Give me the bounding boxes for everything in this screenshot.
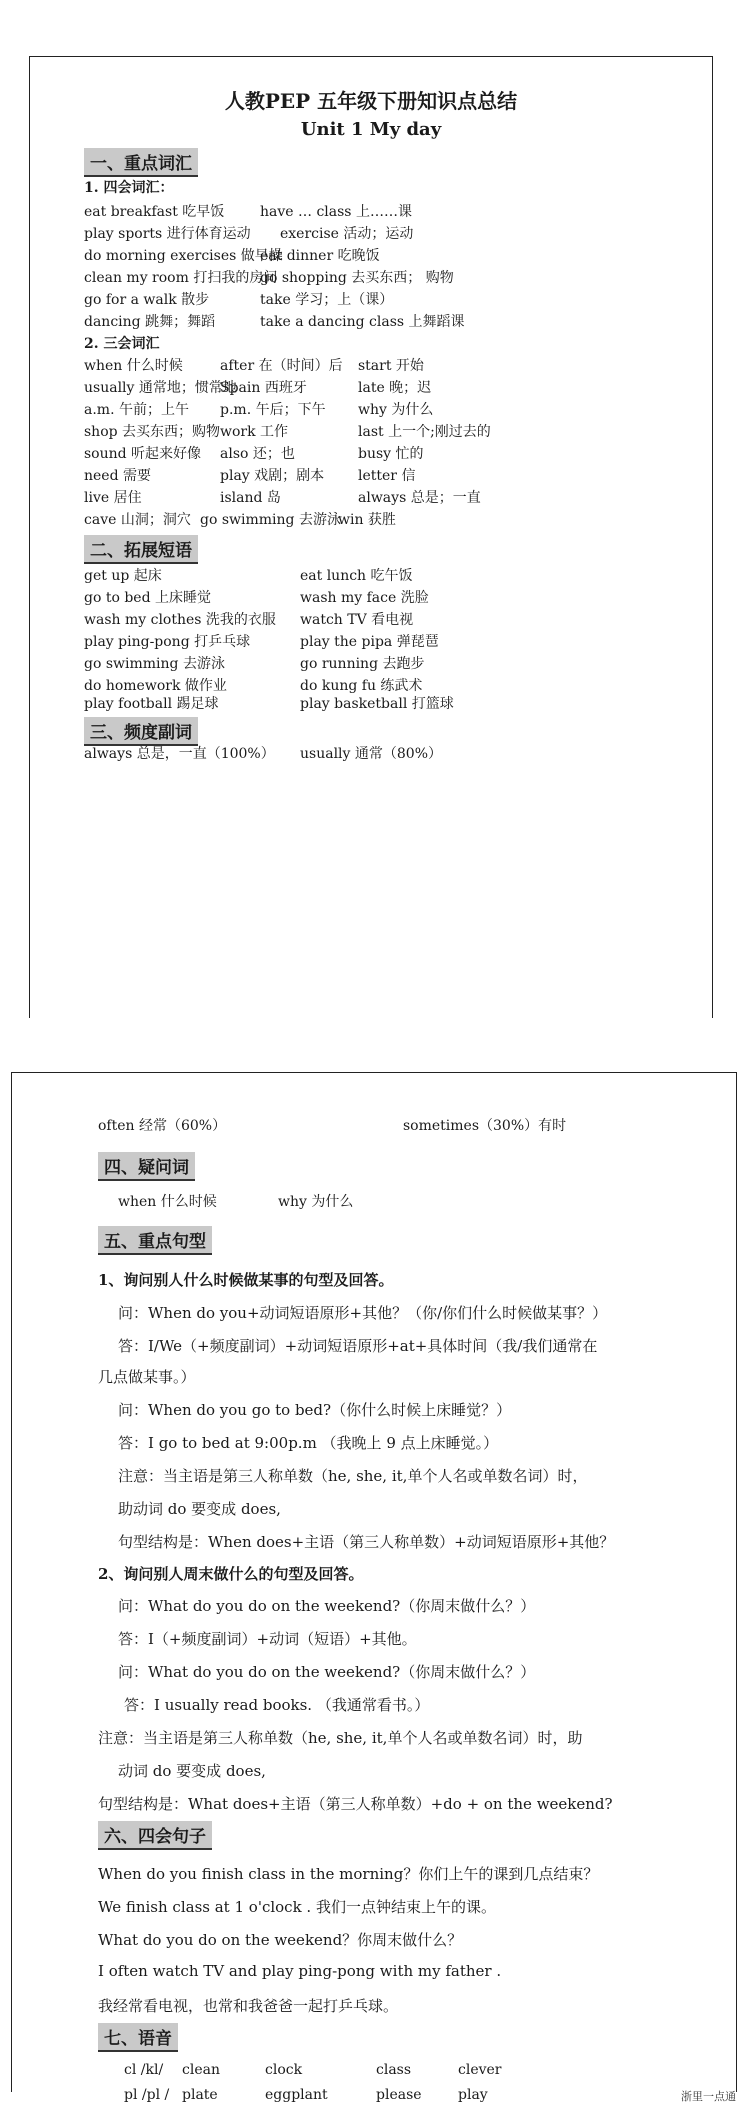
list-item: sound 听起来好像 [84, 446, 202, 462]
list-item: do homework 做作业 [84, 678, 227, 694]
list-item: usually 通常地；惯常地 [84, 380, 237, 396]
note-line: 问：What do you do on the weekend?（你周末做什么？） [118, 1663, 536, 1681]
list-item: eat breakfast 吃早饭 [84, 204, 225, 220]
list-item: why 为什么 [358, 402, 434, 418]
list-item: go swimming 去游泳 [84, 656, 225, 672]
section-heading-frequency-adverbs: 三、频度副词 [84, 717, 198, 746]
phonics-cell: plate [182, 2087, 218, 2103]
list-item: watch TV 看电视 [300, 612, 414, 628]
list-item: have … class 上……课 [260, 204, 412, 220]
list-item: dancing 跳舞；舞蹈 [84, 314, 216, 330]
document-title: 人教PEP 五年级下册知识点总结 [224, 89, 518, 113]
list-item: always 总是，一直（100%） [84, 746, 275, 762]
list-item: exercise 活动；运动 [280, 226, 414, 242]
note-line: 问：When do you go to bed?（你什么时候上床睡觉？） [118, 1401, 512, 1419]
list-item: play sports 进行体育运动 [84, 226, 251, 242]
list-item: get up 起床 [84, 568, 162, 584]
note-line: 动词 do 要变成 does, [118, 1762, 266, 1780]
note-line: 助动词 do 要变成 does, [118, 1500, 281, 1518]
phonics-cell: clock [265, 2062, 303, 2078]
list-item: island 岛 [220, 490, 281, 506]
list-item: play ping-pong 打乒乓球 [84, 634, 251, 650]
list-item: live 居住 [84, 490, 142, 506]
list-item: do morning exercises 做早操 [84, 248, 283, 264]
list-item: wash my clothes 洗我的衣服 [84, 612, 276, 628]
watermark-text: 浙里一点通 [681, 2090, 736, 2103]
list-item: play basketball 打篮球 [300, 696, 454, 712]
list-item: why 为什么 [278, 1194, 354, 1210]
list-item: play football 踢足球 [84, 696, 219, 712]
list-item: take 学习；上（课） [260, 292, 394, 308]
note-line: 答：I（+频度副词）+动词（短语）+其他。 [118, 1630, 417, 1648]
list-item: eat dinner 吃晚饭 [260, 248, 380, 264]
phonics-cell: eggplant [265, 2087, 328, 2103]
list-item: after 在（时间）后 [220, 358, 343, 374]
list-item: work 工作 [220, 424, 289, 440]
list-item: When do you finish class in the morning？你们上午的课到几点结束？ [98, 1865, 599, 1883]
list-item: when 什么时候 [84, 358, 183, 374]
list-item: go for a walk 散步 [84, 292, 210, 308]
list-item: sometimes（30%）有时 [403, 1118, 567, 1134]
note-line: 句型结构是：When does+主语（第三人称单数）+动词短语原形+其他？ [118, 1533, 615, 1551]
list-item: wash my face 洗脸 [300, 590, 429, 606]
unit-title: Unit 1 My day [300, 119, 442, 140]
note-line: 答：I/We（+频度副词）+动词短语原形+at+具体时间（我/我们通常在 [118, 1337, 598, 1355]
note-line: 问：What do you do on the weekend?（你周末做什么？） [118, 1597, 536, 1615]
list-item: start 开始 [358, 358, 424, 374]
section-heading-four-skill-sentences: 六、四会句子 [98, 1821, 212, 1850]
pattern-heading: 1、询问别人什么时候做某事的句型及回答。 [98, 1271, 394, 1289]
list-item: win 获胜 [338, 512, 396, 528]
list-item: usually 通常（80%） [300, 746, 442, 762]
pattern-heading: 2、询问别人周末做什么的句型及回答。 [98, 1565, 364, 1583]
list-item: busy 忙的 [358, 446, 424, 462]
section-heading-phrases: 二、拓展短语 [84, 535, 198, 564]
subheading-four-skill-words: 1. 四会词汇： [84, 180, 174, 196]
list-item: when 什么时候 [118, 1194, 217, 1210]
list-item: I often watch TV and play ping-pong with my father . [98, 1962, 502, 1980]
phonics-cell: please [376, 2087, 422, 2103]
list-item: cave 山洞；洞穴 [84, 512, 191, 528]
section-heading-key-sentence-patterns: 五、重点句型 [98, 1226, 212, 1255]
phonics-cell: play [458, 2087, 488, 2103]
list-item: go shopping 去买东西； 购物 [260, 270, 454, 286]
list-item: take a dancing class 上舞蹈课 [260, 314, 465, 330]
phonics-cell: class [376, 2062, 412, 2078]
list-item: 我经常看电视，也常和我爸爸一起打乒乓球。 [98, 1997, 399, 2015]
list-item: need 需要 [84, 468, 151, 484]
note-line: 答：I usually read books. （我通常看书。） [124, 1696, 430, 1714]
phonics-cell: pl /pl / [124, 2087, 170, 2103]
list-item: also 还；也 [220, 446, 295, 462]
document-page-1 [29, 56, 713, 1018]
list-item: shop 去买东西；购物 [84, 424, 221, 440]
list-item: play 戏剧；剧本 [220, 468, 325, 484]
section-heading-question-words: 四、疑问词 [98, 1152, 195, 1181]
phonics-cell: cl /kl/ [124, 2062, 164, 2078]
list-item: go to bed 上床睡觉 [84, 590, 212, 606]
list-item: We finish class at 1 o'clock . 我们一点钟结束上午的课。 [98, 1898, 496, 1916]
list-item: go running 去跑步 [300, 656, 425, 672]
list-item: late 晚；迟 [358, 380, 432, 396]
note-line: 注意：当主语是第三人称单数（he, she, it,单个人名或单数名词）时， [118, 1467, 588, 1485]
note-line: 注意：当主语是第三人称单数（he, she, it,单个人名或单数名词）时，助 [98, 1729, 583, 1747]
list-item: Spain 西班牙 [220, 380, 307, 396]
list-item: clean my room 打扫我的房间 [84, 270, 278, 286]
note-line: 几点做某事。） [98, 1368, 196, 1386]
note-line: 问：When do you+动词短语原形+其他？（你/你们什么时候做某事？） [118, 1304, 608, 1322]
list-item: What do you do on the weekend？你周末做什么？ [98, 1931, 463, 1949]
list-item: last 上一个;刚过去的 [358, 424, 491, 440]
list-item: often 经常（60%） [98, 1118, 227, 1134]
phonics-cell: clever [458, 2062, 502, 2078]
list-item: letter 信 [358, 468, 416, 484]
list-item: always 总是；一直 [358, 490, 481, 506]
list-item: do kung fu 练武术 [300, 678, 423, 694]
list-item: go swimming 去游泳 [200, 512, 341, 528]
list-item: p.m. 午后；下午 [220, 402, 326, 418]
list-item: play the pipa 弹琵琶 [300, 634, 439, 650]
section-heading-phonics: 七、语音 [98, 2023, 178, 2052]
note-line: 答：I go to bed at 9:00p.m （我晚上 9 点上床睡觉。） [118, 1434, 499, 1452]
phonics-cell: clean [182, 2062, 220, 2078]
subheading-three-skill-words: 2. 三会词汇 [84, 336, 160, 352]
list-item: a.m. 午前；上午 [84, 402, 189, 418]
list-item: eat lunch 吃午饭 [300, 568, 413, 584]
section-heading-vocabulary: 一、重点词汇 [84, 148, 198, 177]
note-line: 句型结构是：What does+主语（第三人称单数）+do + on the weekend? [98, 1795, 613, 1813]
